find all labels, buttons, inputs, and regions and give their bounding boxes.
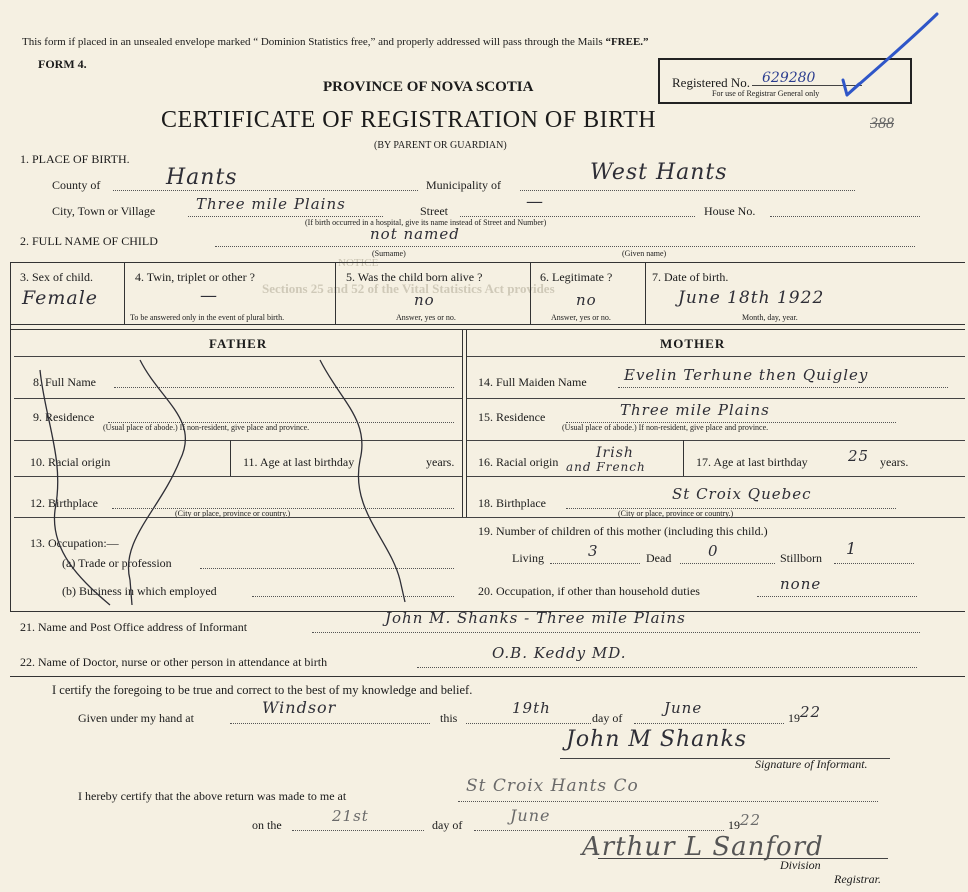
informant-label: 21. Name and Post Office address of Informant: [20, 620, 248, 634]
children-count-label: 19. Number of children of this mother (including this child.): [478, 524, 768, 538]
father-name-label: 8. Full Name: [33, 375, 96, 389]
given-label: Given under my hand at: [78, 711, 194, 725]
street-label: Street: [420, 204, 448, 218]
return-at-value: St Croix Hants Co: [466, 776, 639, 796]
mother-occupation-value: none: [780, 575, 822, 593]
city-line: [188, 216, 383, 217]
return-at-line: [458, 801, 878, 802]
mother-birthplace-note: (City or place, province or country.): [618, 509, 734, 518]
row-divider: [467, 476, 965, 477]
hospital-note: (If birth occurred in a hospital, give its name instead of Street and Number): [305, 218, 547, 227]
father-age-label: 11. Age at last birthday: [243, 455, 355, 469]
father-residence-note: (Usual place of abode.) If non-resident, give place and province.: [103, 423, 310, 432]
mother-maiden-line: [618, 387, 948, 388]
alive-value: no: [414, 291, 435, 309]
sex-value: Female: [22, 287, 99, 309]
dead-line: [680, 563, 775, 564]
page-title: CERTIFICATE OF REGISTRATION OF BIRTH: [161, 107, 657, 133]
row-divider: [467, 398, 965, 399]
row-divider: [10, 329, 965, 330]
mother-maiden-value: Evelin Terhune then Quigley: [624, 366, 869, 384]
informant-signature-label: Signature of Informant.: [755, 757, 868, 771]
given-day-line: [466, 723, 591, 724]
father-business-label: (b) Business in which employed: [62, 584, 217, 598]
twin-label: 4. Twin, triplet or other ?: [135, 270, 255, 284]
date-label: 7. Date of birth.: [652, 270, 729, 284]
doctor-label: 22. Name of Doctor, nurse or other person in attendance at birth: [20, 655, 328, 669]
doctor-value: O.B. Keddy MD.: [492, 644, 627, 662]
col-divider: [645, 262, 646, 324]
certify-statement: I certify the foregoing to be true and correct to the best of my knowledge and belief.: [52, 683, 473, 697]
heading-underline: [467, 356, 965, 357]
father-section-strike: [20, 340, 440, 620]
registrar-label-1: Division: [780, 858, 821, 872]
registrar-signature-line: [598, 858, 888, 859]
mother-residence-note: (Usual place of abode.) If non-resident, give place and province.: [562, 423, 769, 432]
child-name-line: [215, 246, 915, 247]
city-label: City, Town or Village: [52, 204, 156, 218]
street-value: —: [526, 192, 544, 212]
mother-birthplace-label: 18. Birthplace: [478, 496, 546, 510]
living-value: 3: [588, 542, 599, 560]
registrar-signature: Arthur L Sanford: [582, 832, 824, 862]
mother-occupation-line: [757, 596, 917, 597]
return-year-value: 22: [740, 811, 762, 829]
surname-note: (Surname): [372, 249, 406, 258]
col-divider: [683, 440, 684, 476]
informant-signature: John M Shanks: [566, 727, 748, 752]
return-month-value: June: [510, 806, 551, 825]
row-divider: [467, 440, 965, 441]
municipality-value: West Hants: [590, 160, 728, 185]
left-border: [10, 262, 11, 612]
stillborn-value: 1: [846, 539, 858, 558]
mail-notice: This form if placed in an unsealed envelope marked “ Dominion Statistics free,” and properly addressed will pass through the Mails “FREE.”: [22, 36, 649, 48]
street-line: [460, 216, 695, 217]
father-heading: FATHER: [209, 336, 268, 351]
registrar-use-note: For use of Registrar General only: [712, 89, 820, 98]
place-heading: 1. PLACE OF BIRTH.: [20, 152, 130, 166]
legitimate-note: Answer, yes or no.: [551, 313, 611, 322]
municipality-label: Municipality of: [426, 178, 501, 192]
alive-note: Answer, yes or no.: [396, 313, 456, 322]
twin-note: To be answered only in the event of plural birth.: [130, 313, 285, 322]
sex-label: 3. Sex of child.: [20, 270, 93, 284]
child-name-label: 2. FULL NAME OF CHILD: [20, 234, 158, 248]
return-day-value: 21st: [332, 807, 369, 825]
registrar-label-2: Registrar.: [834, 872, 882, 886]
given-year-value: 22: [800, 703, 822, 721]
form-number: FORM 4.: [38, 57, 87, 71]
informant-line: [312, 632, 920, 633]
legitimate-label: 6. Legitimate ?: [540, 270, 613, 284]
col-divider: [124, 262, 125, 324]
mother-years-label: years.: [880, 455, 909, 469]
house-line: [770, 216, 920, 217]
father-mother-divider: [462, 329, 463, 517]
county-label: County of: [52, 178, 101, 192]
mother-racial-label: 16. Racial origin: [478, 455, 559, 469]
mother-age-value: 25: [848, 447, 870, 465]
county-value: Hants: [166, 165, 238, 190]
mother-residence-value: Three mile Plains: [620, 401, 770, 419]
given-month-line: [634, 723, 784, 724]
mother-occupation-label: 20. Occupation, if other than household duties: [478, 584, 700, 598]
return-month-line: [474, 830, 724, 831]
mother-birthplace-value: St Croix Quebec: [672, 485, 812, 503]
living-label: Living: [512, 551, 544, 565]
stillborn-label: Stillborn: [780, 551, 823, 565]
father-birthplace-label: 12. Birthplace: [30, 496, 98, 510]
this-label: this: [440, 711, 458, 725]
father-residence-label: 9. Residence: [33, 410, 95, 424]
given-month-value: June: [664, 699, 703, 717]
date-note: Month, day, year.: [742, 313, 798, 322]
return-day-line: [292, 830, 424, 831]
alive-label: 5. Was the child born alive ?: [346, 270, 483, 284]
background-notice-line: Sections 25 and 52 of the Vital Statistics Act provides: [262, 281, 555, 296]
mother-age-label: 17. Age at last birthday: [696, 455, 808, 469]
return-year-prefix: 19: [728, 818, 740, 832]
legitimate-value: no: [576, 291, 597, 309]
given-name-note: (Given name): [622, 249, 667, 258]
return-day-of-label: day of: [432, 818, 463, 832]
twin-value: —: [200, 286, 218, 306]
page-subtitle: (BY PARENT OR GUARDIAN): [374, 140, 507, 151]
living-line: [550, 563, 640, 564]
given-at-line: [230, 723, 430, 724]
municipality-line: [520, 190, 855, 191]
row-divider: [10, 676, 965, 677]
given-at-value: Windsor: [262, 698, 337, 717]
mother-racial-value-2: and French: [566, 460, 646, 474]
father-racial-label: 10. Racial origin: [30, 455, 111, 469]
mother-maiden-label: 14. Full Maiden Name: [478, 375, 587, 389]
father-birthplace-note: (City or place, province or country.): [175, 509, 291, 518]
city-value: Three mile Plains: [196, 195, 346, 213]
background-notice-title: NOTICE: [338, 257, 379, 269]
county-line: [113, 190, 418, 191]
dead-label: Dead: [646, 551, 672, 565]
mother-residence-label: 15. Residence: [478, 410, 546, 424]
doctor-line: [417, 667, 917, 668]
row-divider: [10, 324, 965, 325]
given-day-value: 19th: [512, 699, 551, 717]
father-years-label: years.: [426, 455, 455, 469]
child-name-value: not named: [370, 225, 460, 243]
mother-racial-value: Irish: [596, 445, 634, 461]
date-value: June 18th 1922: [678, 288, 825, 308]
province-heading: PROVINCE OF NOVA SCOTIA: [323, 79, 534, 95]
corner-mark: 388: [870, 115, 894, 132]
year-prefix: 19: [788, 711, 800, 725]
on-the-label: on the: [252, 818, 282, 832]
col-divider: [530, 262, 531, 324]
father-mother-divider: [466, 329, 467, 517]
informant-value: John M. Shanks - Three mile Plains: [385, 609, 686, 627]
father-occupation-label: 13. Occupation:—: [30, 536, 119, 550]
return-label: I hereby certify that the above return was made to me at: [78, 789, 347, 803]
registered-number: 629280: [762, 70, 816, 86]
stillborn-line: [834, 563, 914, 564]
day-of-label: day of: [592, 711, 623, 725]
father-trade-label: (a) Trade or profession: [62, 556, 172, 570]
col-divider: [335, 262, 336, 324]
mother-heading: MOTHER: [660, 336, 726, 351]
house-label: House No.: [704, 204, 756, 218]
row-divider: [10, 262, 965, 263]
blue-check-mark: [835, 10, 945, 105]
registered-label: Registered No.: [672, 75, 750, 90]
dead-value: 0: [708, 542, 719, 560]
